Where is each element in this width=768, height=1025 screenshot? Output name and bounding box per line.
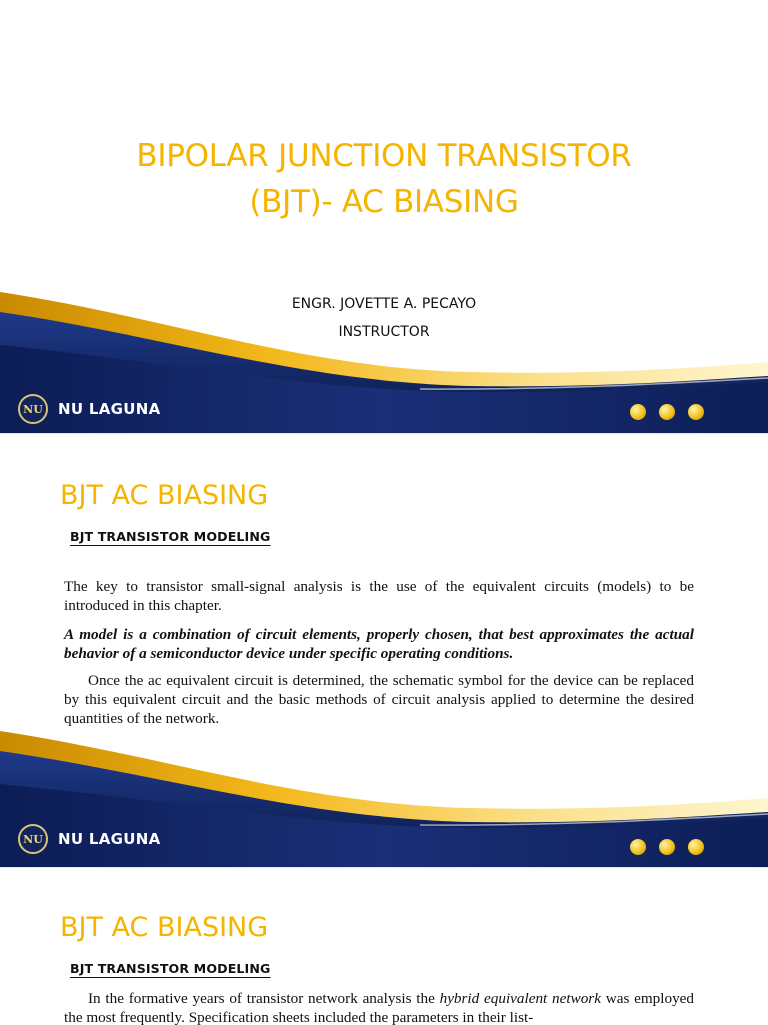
- paragraph-equivalent-circuit: Once the ac equivalent circuit is determined, the schematic symbol for the device can be replaced by this equivalent circuit and the basic methods of circuit analysis applied to determine the desired quantities of the network.: [64, 672, 694, 727]
- gold-dot-icon: [659, 839, 675, 855]
- slide-dots: [630, 839, 704, 855]
- author-name: ENGR. JOVETTE A. PECAYO: [291, 296, 477, 312]
- slide-title: BJT AC BIASING: [60, 912, 269, 943]
- content-slide-1: [0, 433, 768, 868]
- title-slide: [0, 0, 768, 433]
- university-seal-icon: NU: [18, 394, 48, 424]
- brand-logo: [18, 824, 160, 854]
- title-line-2: (BJT)- AC BIASING: [249, 184, 519, 220]
- paragraph-definition: A model is a combination of circuit elements, properly chosen, that best approximates the actual behavior of a semiconductor device under specific operating conditions.: [64, 626, 694, 662]
- brand-name: NU LAGUNA: [58, 830, 161, 848]
- brand-name: NU LAGUNA: [58, 400, 161, 418]
- presentation-title: [0, 133, 768, 225]
- gold-dot-icon: [659, 404, 675, 420]
- text-run: was employed the most frequently. Specification sheets included the parameters in their list-: [64, 990, 695, 1025]
- gold-dot-icon: [688, 839, 704, 855]
- gold-dot-icon: [630, 839, 646, 855]
- section-heading: BJT TRANSISTOR MODELING: [70, 962, 271, 976]
- paragraph-hybrid-network: [64, 989, 694, 1025]
- text-run-italic: hybrid equivalent network: [439, 990, 601, 1007]
- author-block: [0, 290, 768, 346]
- university-seal-icon: NU: [18, 824, 48, 854]
- title-line-1: BIPOLAR JUNCTION TRANSISTOR: [136, 138, 632, 174]
- content-slide-2: [0, 867, 768, 1025]
- section-heading: BJT TRANSISTOR MODELING: [70, 530, 271, 544]
- slide-dots: [630, 404, 704, 420]
- slide-title: BJT AC BIASING: [60, 480, 269, 511]
- gold-dot-icon: [688, 404, 704, 420]
- brand-logo: [18, 394, 160, 424]
- gold-dot-icon: [630, 404, 646, 420]
- paragraph-intro: The key to transistor small-signal analysis is the use of the equivalent circuits (models) to be introduced in this chapter.: [64, 578, 694, 614]
- text-run: In the formative years of transistor network analysis the: [88, 990, 440, 1007]
- author-role: INSTRUCTOR: [338, 324, 430, 340]
